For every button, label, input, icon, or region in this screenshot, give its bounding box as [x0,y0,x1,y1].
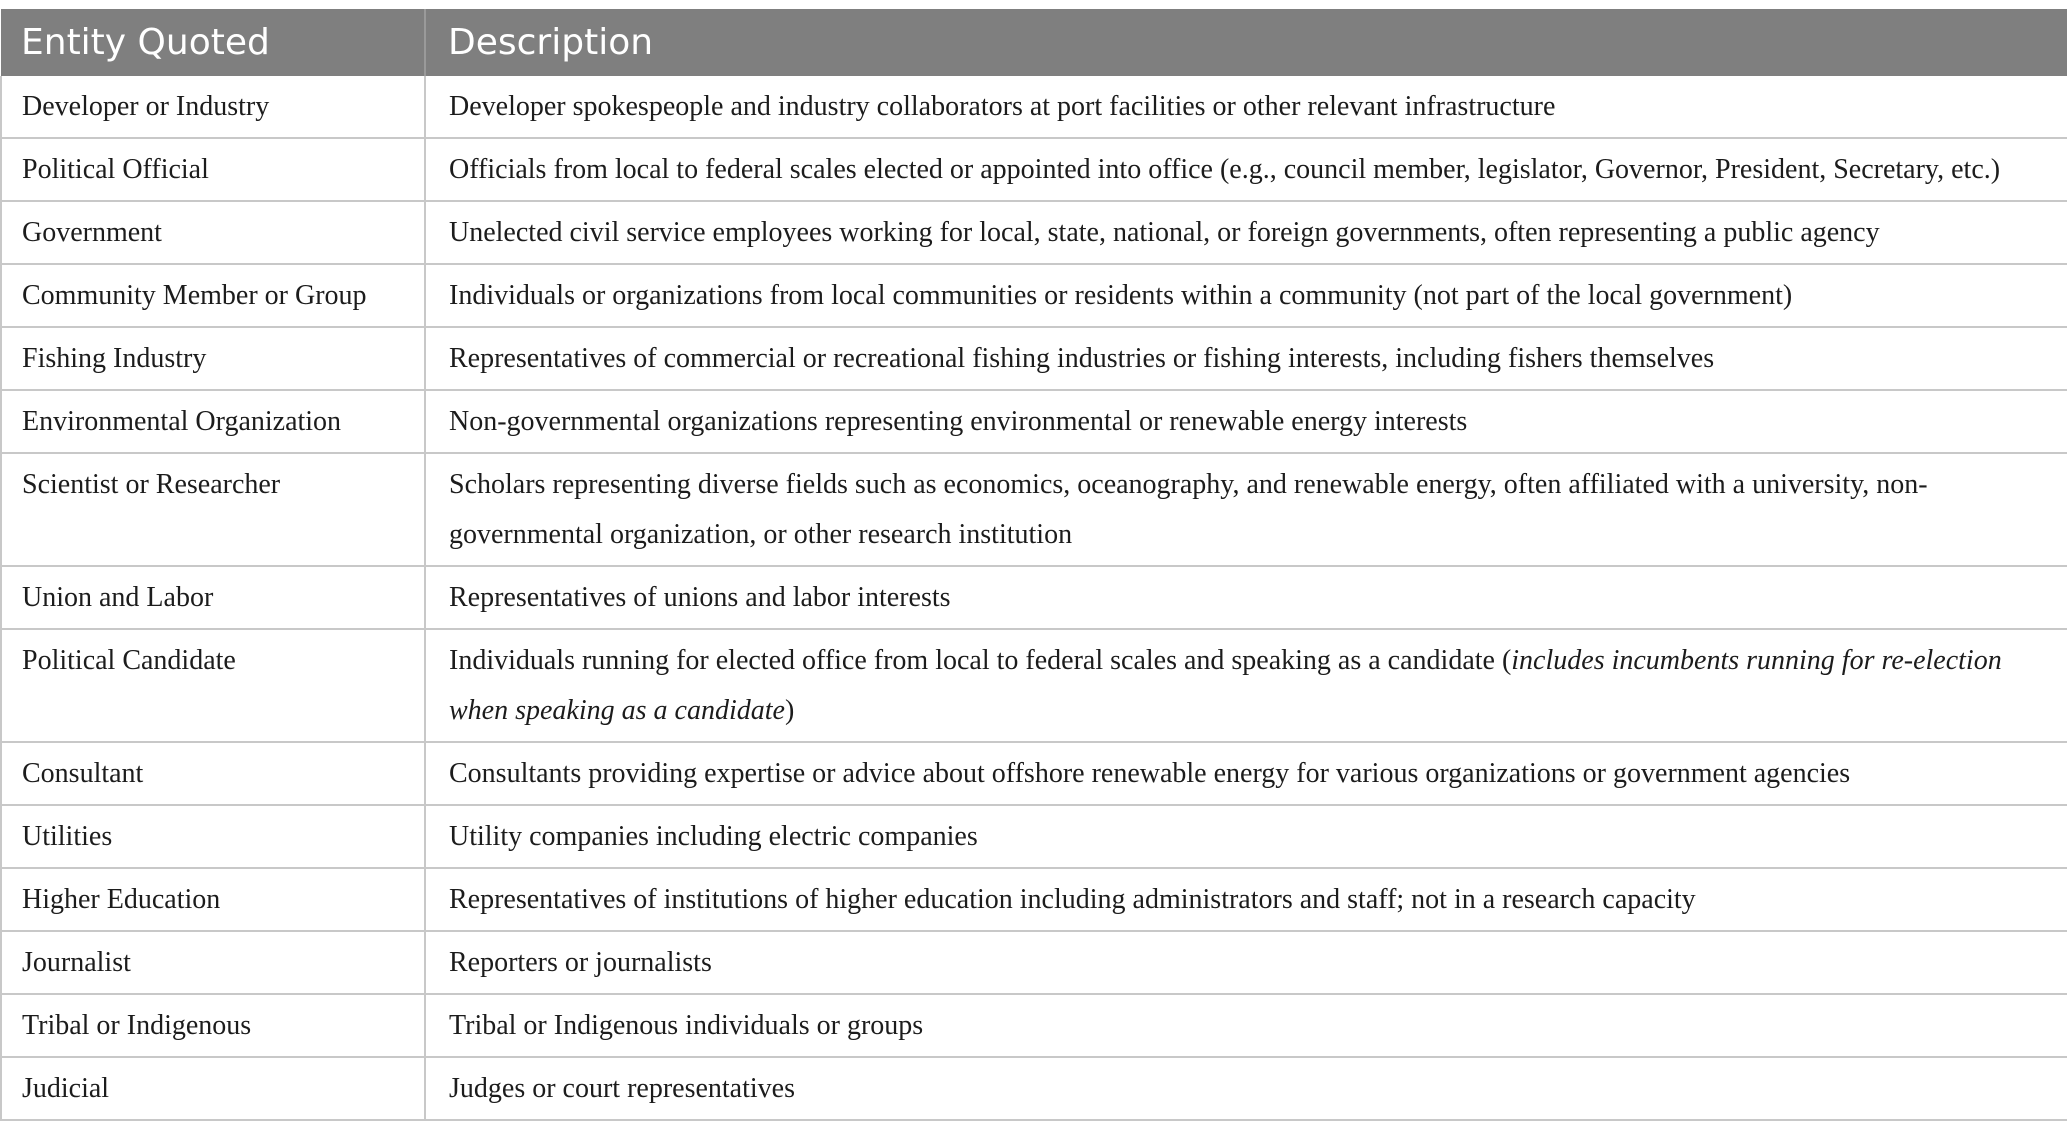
table-row [1,931,2067,994]
description-text-end: ) [784,695,795,726]
table-row [1,327,2067,390]
table-row [1,264,2067,327]
table-row [1,868,2067,931]
description-cell: Representatives of institutions of higher education including administrators and staff; not in a research capacity [425,868,2067,931]
description-cell: Consultants providing expertise or advice about offshore renewable energy for various organizations or government agencies [425,742,2067,805]
table-row [1,453,2067,566]
table-row [1,1057,2067,1120]
table-row [1,742,2067,805]
header-description: Description [425,9,2067,76]
description-cell [425,629,2067,742]
entity-quoted-table [0,9,2067,1121]
description-cell: Utility companies including electric companies [425,805,2067,868]
entity-cell: Environmental Organization [1,390,425,453]
entity-cell: Journalist [1,931,425,994]
table-row [1,566,2067,629]
header-entity-quoted: Entity Quoted [1,9,425,76]
entity-cell: Judicial [1,1057,425,1120]
table-row [1,76,2067,138]
entity-cell: Higher Education [1,868,425,931]
description-italic-text: includes incumbents running for re-election when speaking as a candidate [449,645,2002,726]
table-row [1,138,2067,201]
table-header-row [1,9,2067,76]
description-text: Individuals running for elected office from local to federal scales and speaking as a candidate ( [449,645,1512,676]
entity-cell: Developer or Industry [1,76,425,138]
entity-cell: Political Official [1,138,425,201]
entity-cell: Utilities [1,805,425,868]
entity-table-container [0,9,2067,1121]
entity-cell: Government [1,201,425,264]
table-row [1,629,2067,742]
entity-cell: Community Member or Group [1,264,425,327]
description-cell: Unelected civil service employees working for local, state, national, or foreign governments, often representing a public agency [425,201,2067,264]
description-cell: Representatives of unions and labor interests [425,566,2067,629]
entity-cell: Political Candidate [1,629,425,742]
description-cell: Officials from local to federal scales elected or appointed into office (e.g., council member, legislator, Governor, President, Secretary, etc.) [425,138,2067,201]
description-cell: Developer spokespeople and industry collaborators at port facilities or other relevant infrastructure [425,76,2067,138]
description-cell: Tribal or Indigenous individuals or groups [425,994,2067,1057]
description-cell: Scholars representing diverse fields such as economics, oceanography, and renewable energy, often affiliated with a university, non-governmental organization, or other research institution [425,453,2067,566]
description-cell: Reporters or journalists [425,931,2067,994]
table-row [1,390,2067,453]
entity-cell: Scientist or Researcher [1,453,425,566]
table-row [1,994,2067,1057]
table-row [1,201,2067,264]
entity-cell: Union and Labor [1,566,425,629]
table-row [1,805,2067,868]
entity-cell: Tribal or Indigenous [1,994,425,1057]
description-cell: Representatives of commercial or recreational fishing industries or fishing interests, including fishers themselves [425,327,2067,390]
entity-cell: Consultant [1,742,425,805]
description-cell: Individuals or organizations from local communities or residents within a community (not part of the local government) [425,264,2067,327]
entity-cell: Fishing Industry [1,327,425,390]
description-cell: Non-governmental organizations representing environmental or renewable energy interests [425,390,2067,453]
description-cell: Judges or court representatives [425,1057,2067,1120]
